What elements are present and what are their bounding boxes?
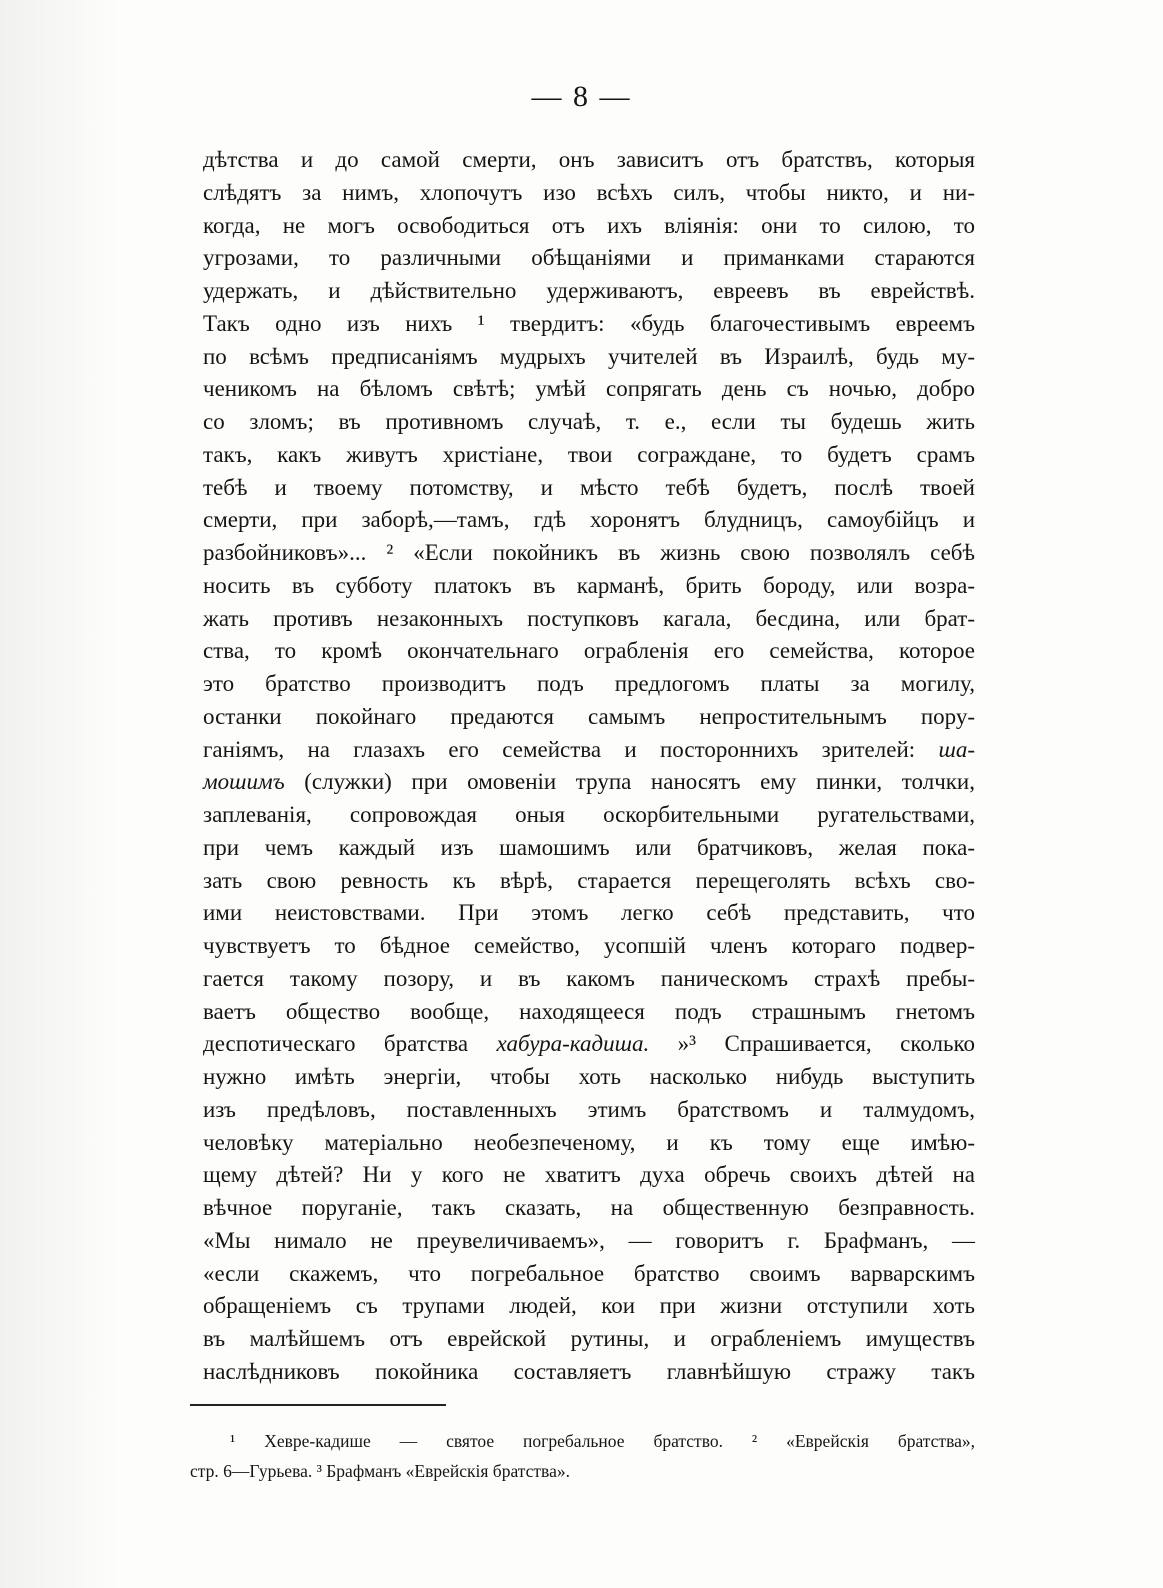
text-line <box>203 504 975 537</box>
text-segment: носить въ субботу платокъ въ карманѣ, брить бороду, или возра- <box>203 572 975 598</box>
text-line <box>203 1192 975 1225</box>
italic-term: ша- <box>938 736 975 762</box>
text-segment: тебѣ и твоему потомству, и мѣсто тебѣ будетъ, послѣ твоей <box>203 474 975 500</box>
text-line <box>203 1159 975 1192</box>
text-line <box>203 1028 975 1061</box>
text-line <box>203 897 975 930</box>
text-line <box>203 406 975 439</box>
text-segment: разбойниковъ»... ² «Если покойникъ въ жизнь свою позволялъ себѣ <box>203 540 975 565</box>
text-segment: останки покойнаго предаются самымъ непростительнымъ пору- <box>203 703 975 729</box>
footnotes <box>190 1426 975 1486</box>
text-segment: деспотическаго братства <box>203 1031 497 1057</box>
text-line <box>203 1061 975 1094</box>
text-line <box>203 144 975 177</box>
text-line <box>203 1127 975 1160</box>
text-line <box>203 275 975 308</box>
text-line <box>203 963 975 996</box>
text-line <box>203 210 975 243</box>
text-segment: ства, то кромѣ окончательнаго ограбленія его семейства, которое <box>203 638 975 664</box>
text-segment: (служки) при омовеніи трупа наносятъ ему пинки, толчки, <box>284 769 975 795</box>
text-segment: ганіямъ, на глазахъ его семейства и постороннихъ зрителей: <box>203 736 939 762</box>
text-segment: вѣчное поруганіе, такъ сказать, на общественную безправность. <box>203 1195 975 1220</box>
text-line <box>203 930 975 963</box>
page-number: — 8 — <box>531 80 632 113</box>
text-segment: ченикомъ на бѣломъ свѣтѣ; умѣй сопрягать день съ ночью, добро <box>203 376 975 402</box>
text-segment: заплеванія, сопровождая оныя оскорбительными ругательствами, <box>203 802 975 827</box>
text-segment: щему дѣтей? Ни у кого не хватитъ духа обречь своихъ дѣтей на <box>203 1162 975 1188</box>
italic-term: мошимъ <box>203 769 285 795</box>
italic-term: хабура-кадиша. <box>496 1031 650 1057</box>
text-line <box>203 1323 975 1356</box>
text-line <box>203 1290 975 1323</box>
text-line <box>203 635 975 668</box>
text-line <box>203 766 975 799</box>
text-line <box>203 570 975 603</box>
text-segment: въ малѣйшемъ отъ еврейской рутины, и ограбленіемъ имуществъ <box>203 1326 975 1351</box>
text-line <box>203 1094 975 1127</box>
text-segment: жать противъ незаконныхъ поступковъ кагала, бесдина, или брат- <box>203 605 975 631</box>
text-segment: слѣдятъ за нимъ, хлопочутъ изо всѣхъ силъ, чтобы никто, и ни- <box>203 179 975 205</box>
text-segment: это братство производитъ подъ предлогомъ платы за могилу, <box>203 671 975 696</box>
text-line <box>203 668 975 701</box>
text-line <box>203 799 975 832</box>
text-line <box>203 832 975 865</box>
text-segment: Такъ одно изъ нихъ ¹ твердитъ: «будь благочестивымъ евреемъ <box>203 310 975 336</box>
text-segment: смерти, при заборѣ,—тамъ, гдѣ хоронятъ блудницъ, самоубiйцъ и <box>203 507 975 533</box>
scan-shading <box>0 0 120 1588</box>
text-segment: гается такому позору, и въ какомъ паническомъ страхѣ пребы- <box>203 965 975 991</box>
body-text <box>203 144 975 1389</box>
text-segment: со зломъ; въ противномъ случаѣ, т. е., если ты будешь жить <box>203 409 975 434</box>
text-line <box>203 472 975 505</box>
text-line <box>203 701 975 734</box>
text-segment: наслѣдниковъ покойника составляетъ главнѣйшую стражу такъ <box>203 1358 975 1384</box>
text-line <box>203 1258 975 1291</box>
footnote-line: стр. 6—Гурьева. ³ Брафманъ «Еврейскія братства». <box>190 1461 570 1481</box>
text-segment: по всѣмъ предписаніямъ мудрыхъ учителей въ Израилѣ, будь му- <box>203 343 975 369</box>
text-line <box>203 308 975 341</box>
text-line <box>203 177 975 210</box>
text-segment: чувствуетъ то бѣдное семейство, усопшій членъ котораго подвер- <box>203 933 975 958</box>
text-line <box>203 865 975 898</box>
text-segment: удержать, и дѣйствительно удерживаютъ, евреевъ въ еврействѣ. <box>203 278 975 303</box>
text-line <box>203 1356 975 1389</box>
text-line <box>203 734 975 767</box>
text-line <box>203 996 975 1029</box>
text-segment: такъ, какъ живутъ христiане, твои сограждане, то будетъ срамъ <box>203 441 975 467</box>
text-line <box>203 603 975 636</box>
text-segment: ваетъ общество вообще, находящееся подъ страшнымъ гнетомъ <box>203 998 975 1024</box>
text-segment: дѣтства и до самой смерти, онъ зависитъ отъ братствъ, которыя <box>203 147 975 172</box>
text-line <box>203 373 975 406</box>
text-segment: «Мы нимало не преувеличиваемъ», — говоритъ г. Брафманъ, — <box>203 1227 975 1253</box>
text-line <box>203 242 975 275</box>
text-line <box>203 439 975 472</box>
text-segment: угрозами, то различными обѣщаніями и приманками стараются <box>203 245 975 271</box>
text-line <box>203 1225 975 1258</box>
text-segment: изъ предѣловъ, поставленныхъ этимъ братствомъ и талмудомъ, <box>203 1096 975 1122</box>
text-segment: ими неистовствами. При этомъ легко себѣ представить, что <box>203 900 975 926</box>
text-segment: зать свою ревность къ вѣрѣ, старается перещеголять всѣхъ сво- <box>203 867 975 893</box>
text-segment: при чемъ каждый изъ шамошимъ или братчиковъ, желая пока- <box>203 834 975 860</box>
text-segment: обращеніемъ съ трупами людей, кои при жизни отступили хоть <box>203 1293 975 1319</box>
text-segment: человѣку матеріально необезпеченому, и къ тому еще имѣю- <box>203 1129 975 1155</box>
text-segment: когда, не могъ освободиться отъ ихъ вліянія: они то силою, то <box>203 212 975 238</box>
text-segment: «если скажемъ, что погребальное братство своимъ варварскимъ <box>203 1260 975 1286</box>
text-segment: »³ Спрашивается, сколько <box>649 1031 975 1057</box>
text-segment: нужно имѣть энергіи, чтобы хоть насколько нибудь выступить <box>203 1064 975 1089</box>
text-line <box>203 537 975 570</box>
text-line <box>203 341 975 374</box>
footnote-divider <box>190 1404 446 1406</box>
footnote-line: ¹ Хевре-кадише — святое погребальное братство. ² «Еврейскія братства», <box>230 1431 975 1451</box>
